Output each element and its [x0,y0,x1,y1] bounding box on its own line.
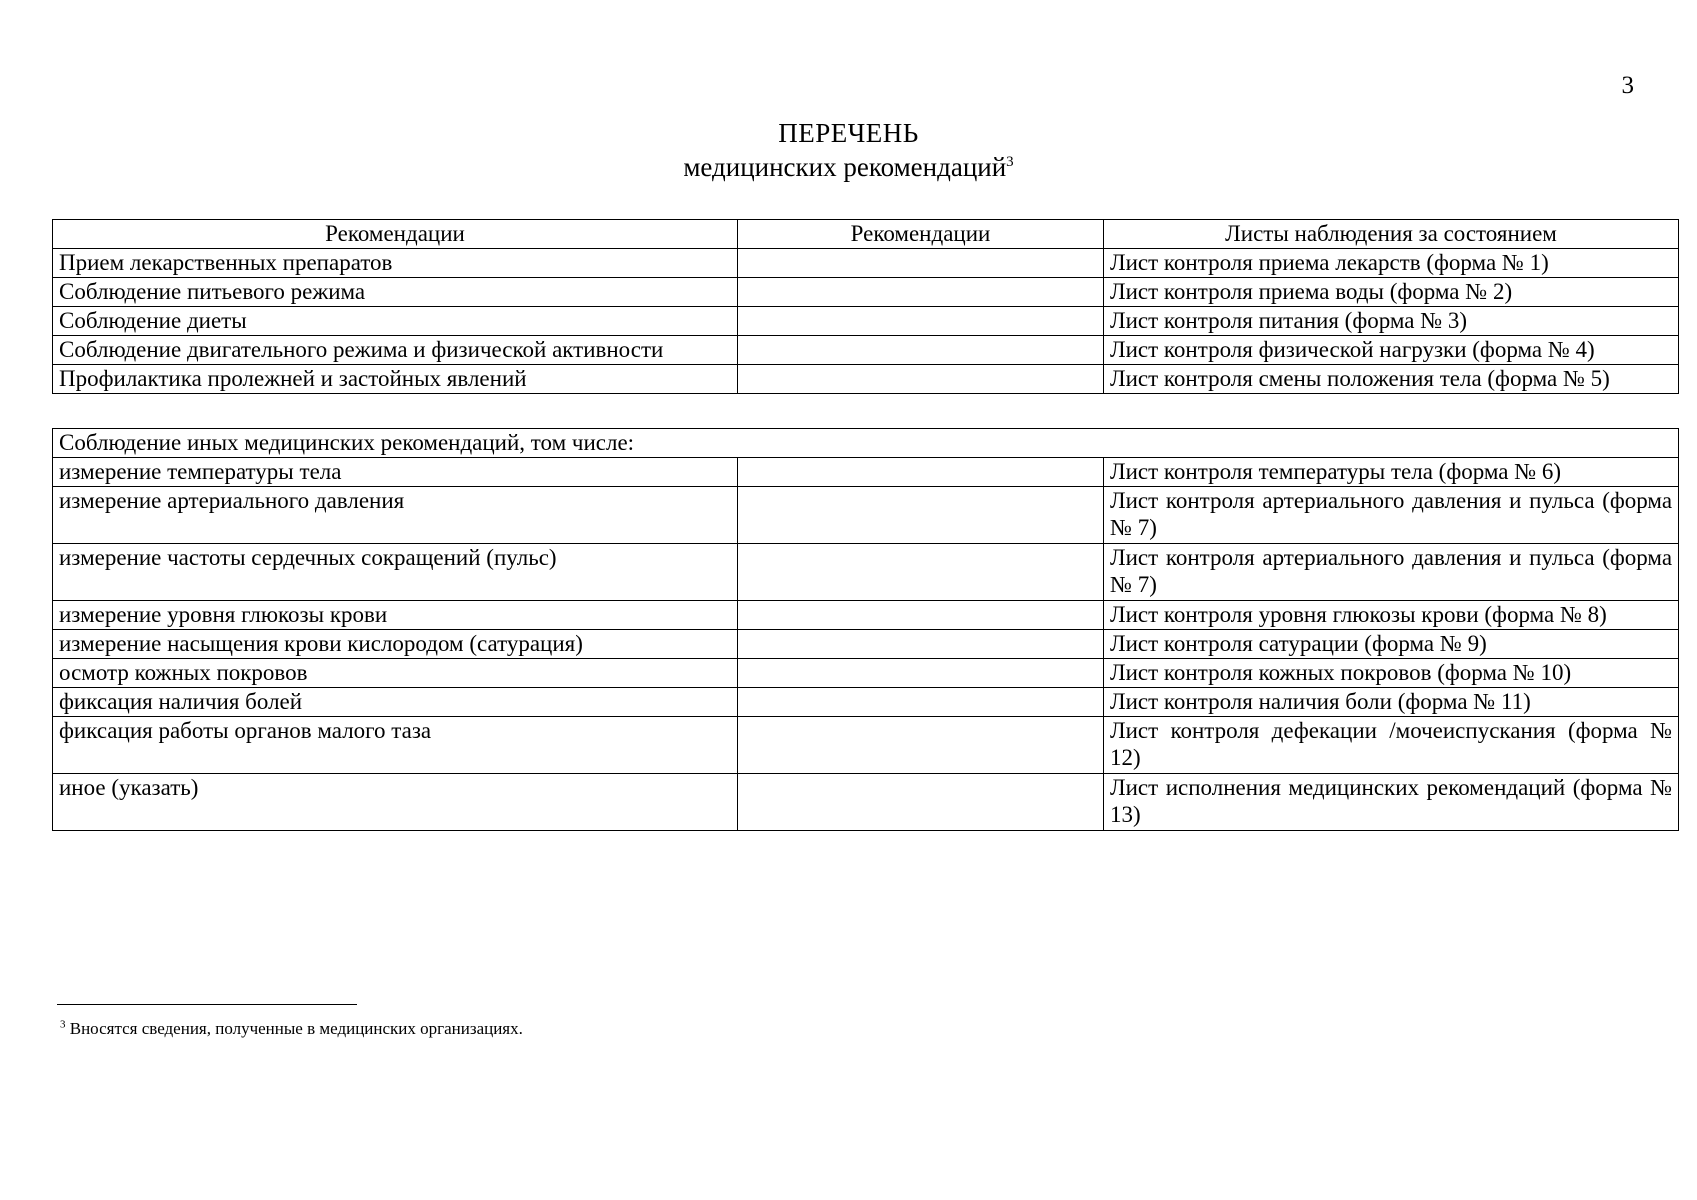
recommendation-cell: фиксация наличия болей [53,688,738,717]
header-cell: Рекомендации [738,220,1104,249]
recommendation-cell: Соблюдение питьевого режима [53,278,738,307]
form-cell: Лист контроля артериального давления и пульса (форма № 7) [1104,487,1679,544]
table-row [53,249,1679,278]
recommendation-cell: фиксация работы органов малого таза [53,717,738,774]
form-cell: Лист контроля дефекации /мочеиспускания (форма № 12) [1104,717,1679,774]
form-cell: Лист контроля температуры тела (форма № 6) [1104,458,1679,487]
form-cell: Лист контроля приема воды (форма № 2) [1104,278,1679,307]
table-row [53,717,1679,774]
empty-cell [738,688,1104,717]
recommendation-cell: измерение температуры тела [53,458,738,487]
table-section-header-row [53,429,1679,458]
empty-cell [738,278,1104,307]
form-cell: Лист контроля питания (форма № 3) [1104,307,1679,336]
table-row [53,544,1679,601]
title-sub-text: медицинских рекомендаций [683,152,1007,182]
footnote-divider [57,1004,357,1005]
empty-cell [738,458,1104,487]
title-footnote-mark: 3 [1006,154,1014,170]
table-row [53,487,1679,544]
table-row [53,278,1679,307]
form-cell: Лист исполнения медицинских рекомендаций (форма № 13) [1104,774,1679,831]
table-row [53,365,1679,394]
other-recommendations-table [52,428,1679,831]
recommendations-table [52,219,1679,394]
footnote-text: Вносятся сведения, полученные в медицинских организациях. [65,1019,523,1038]
empty-cell [738,774,1104,831]
recommendation-cell: измерение артериального давления [53,487,738,544]
empty-cell [738,601,1104,630]
title-main: ПЕРЕЧЕНЬ [778,118,919,148]
section-header-cell: Соблюдение иных медицинских рекомендаций, том числе: [53,429,1679,458]
header-cell: Рекомендации [53,220,738,249]
form-cell: Лист контроля смены положения тела (форма № 5) [1104,365,1679,394]
table-row [53,630,1679,659]
empty-cell [738,659,1104,688]
table-row [53,601,1679,630]
table-row [53,659,1679,688]
empty-cell [738,365,1104,394]
empty-cell [738,630,1104,659]
empty-cell [738,336,1104,365]
form-cell: Лист контроля артериального давления и пульса (форма № 7) [1104,544,1679,601]
table-row [53,458,1679,487]
form-cell: Лист контроля приема лекарств (форма № 1) [1104,249,1679,278]
recommendation-cell: осмотр кожных покровов [53,659,738,688]
recommendation-cell: иное (указать) [53,774,738,831]
empty-cell [738,307,1104,336]
empty-cell [738,487,1104,544]
page-number: 3 [1621,72,1634,99]
recommendation-cell: Соблюдение двигательного режима и физической активности [53,336,738,365]
recommendation-cell: Соблюдение диеты [53,307,738,336]
form-cell: Лист контроля сатурации (форма № 9) [1104,630,1679,659]
table-row [53,307,1679,336]
form-cell: Лист контроля кожных покровов (форма № 10) [1104,659,1679,688]
form-cell: Лист контроля уровня глюкозы крови (форма № 8) [1104,601,1679,630]
title-sub [0,150,1697,184]
footnote [60,1018,523,1040]
recommendation-cell: измерение насыщения крови кислородом (сатурация) [53,630,738,659]
header-cell: Листы наблюдения за состоянием [1104,220,1679,249]
footnote-mark: 3 [60,1018,66,1031]
empty-cell [738,249,1104,278]
recommendation-cell: Прием лекарственных препаратов [53,249,738,278]
table-header-row [53,220,1679,249]
table-row [53,688,1679,717]
document-title [0,116,1697,184]
empty-cell [738,717,1104,774]
table-row [53,336,1679,365]
form-cell: Лист контроля физической нагрузки (форма № 4) [1104,336,1679,365]
recommendation-cell: измерение уровня глюкозы крови [53,601,738,630]
empty-cell [738,544,1104,601]
table-row [53,774,1679,831]
recommendation-cell: измерение частоты сердечных сокращений (пульс) [53,544,738,601]
form-cell: Лист контроля наличия боли (форма № 11) [1104,688,1679,717]
recommendation-cell: Профилактика пролежней и застойных явлений [53,365,738,394]
